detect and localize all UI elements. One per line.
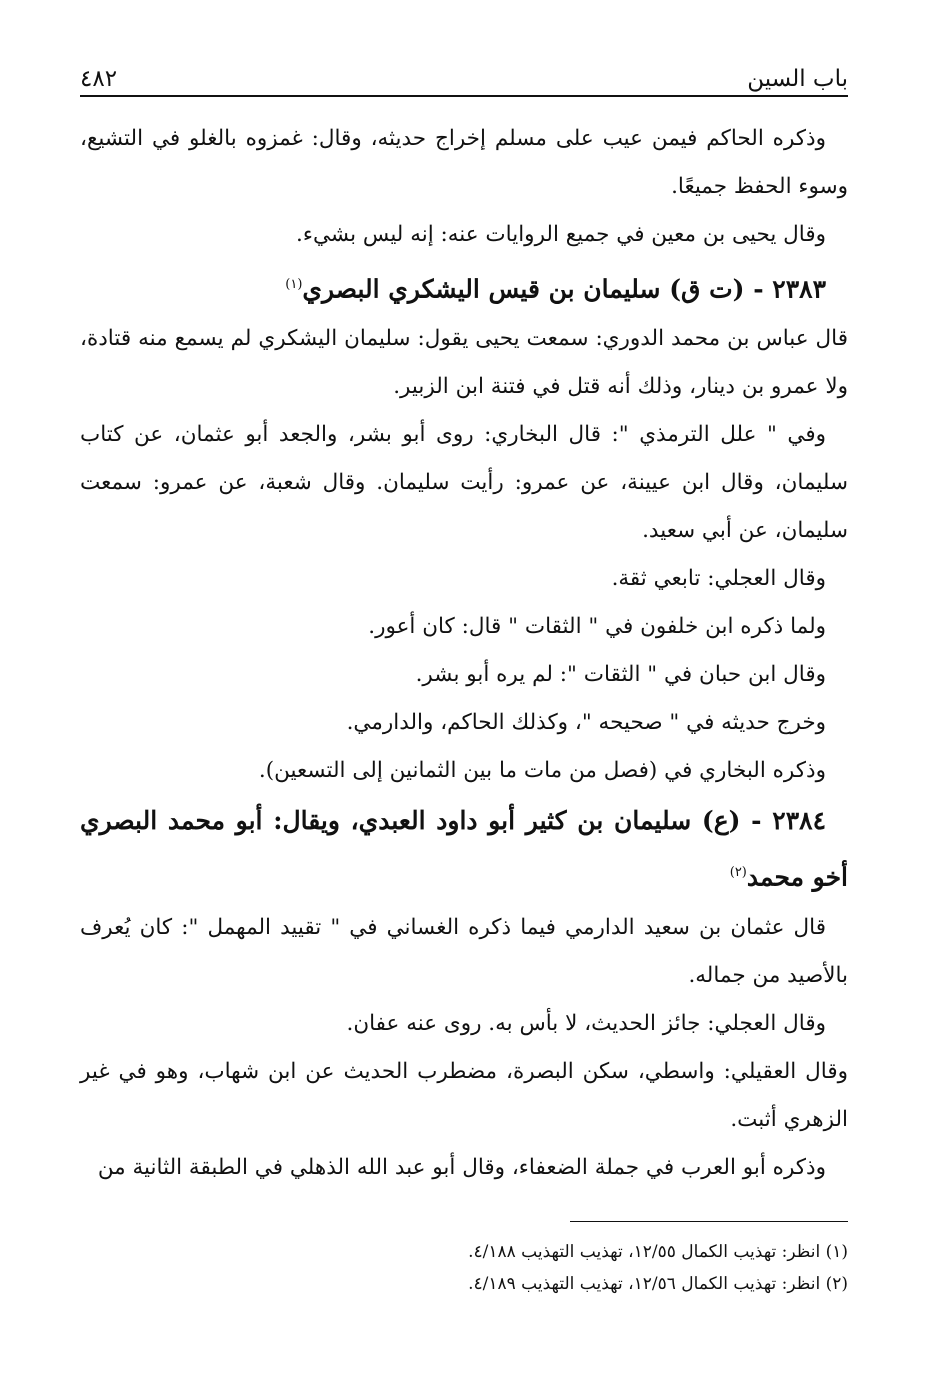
footnotes [80,1236,848,1300]
entry-heading-2383 [80,259,848,315]
paragraph: وقال ابن حبان في " الثقات ": لم يره أبو بشر. [415,662,826,688]
paragraph: وقال يحيى بن معين في جميع الروايات عنه: إنه ليس بشيء. [296,222,826,247]
paragraph: وذكره أبو العرب في جملة الضعفاء، وقال أبو عبد الله الذهلي في الطبقة الثانية من [97,1154,826,1180]
footnote-rule [570,1221,848,1222]
page-number: ٤٨٢ [80,66,118,92]
footnote: (١) انظر: تهذيب الكمال ١٢/٥٥، تهذيب التهذيب ٤/١٨٨. [468,1242,848,1262]
footnote-marker: (٢) [729,865,747,881]
paragraph: وفي " علل الترمذي ": قال البخاري: روى أبو بشر، والجعد أبو عثمان، عن كتاب سليمان، وقال ابن عيينة، عن عمرو: رأيت سليمان. وقال شعبة، عن عمرو: سمعت سليمان، عن أبي سعيد. [80,422,848,544]
entry-heading-text: ٢٣٨٤ - (ع) سليمان بن كثير أبو داود العبدي، ويقال: أبو محمد البصري أخو محمد [80,806,848,892]
paragraph: وقال العقيلي: واسطي، سكن البصرة، مضطرب الحديث عن ابن شهاب، وهو في غير الزهري أثبت. [80,1058,848,1132]
entry-heading-2384 [80,795,848,903]
paragraph: وقال العجلي: تابعي ثقة. [611,566,826,592]
entry-heading-text: ٢٣٨٣ - (ت ق) سليمان بن قيس اليشكري البصري [302,274,826,304]
paragraph: وخرج حديثه في " صحيحه "، وكذلك الحاكم، والدارمي. [346,710,826,736]
page-body [80,115,848,1192]
footnote: (٢) انظر: تهذيب الكمال ١٢/٥٦، تهذيب التهذيب ٤/١٨٩. [468,1274,848,1294]
page-header [80,52,848,92]
paragraph: قال عباس بن محمد الدوري: سمعت يحيى يقول: سليمان اليشكري لم يسمع منه قتادة، ولا عمرو بن دينار، وذلك أنه قتل في فتنة ابن الزبير. [80,326,848,400]
footnote-marker: (١) [285,277,303,292]
paragraph: وقال العجلي: جائز الحديث، لا بأس به. روى عنه عفان. [346,1010,826,1036]
paragraph: وذكره الحاكم فيمن عيب على مسلم إخراج حديثه، وقال: غمزوه بالغلو في التشيع، وسوء الحفظ جميعًا. [80,126,848,199]
paragraph: ولما ذكره ابن خلفون في " الثقات " قال: كان أعور. [368,614,826,640]
header-rule [80,95,848,97]
paragraph: قال عثمان بن سعيد الدارمي فيما ذكره الغساني في " تقييد المهمل ": كان يُعرف بالأصيد من جماله. [80,914,848,988]
chapter-title: باب السين [747,66,848,92]
paragraph: وذكره البخاري في (فصل من مات ما بين الثمانين إلى التسعين). [258,758,826,784]
